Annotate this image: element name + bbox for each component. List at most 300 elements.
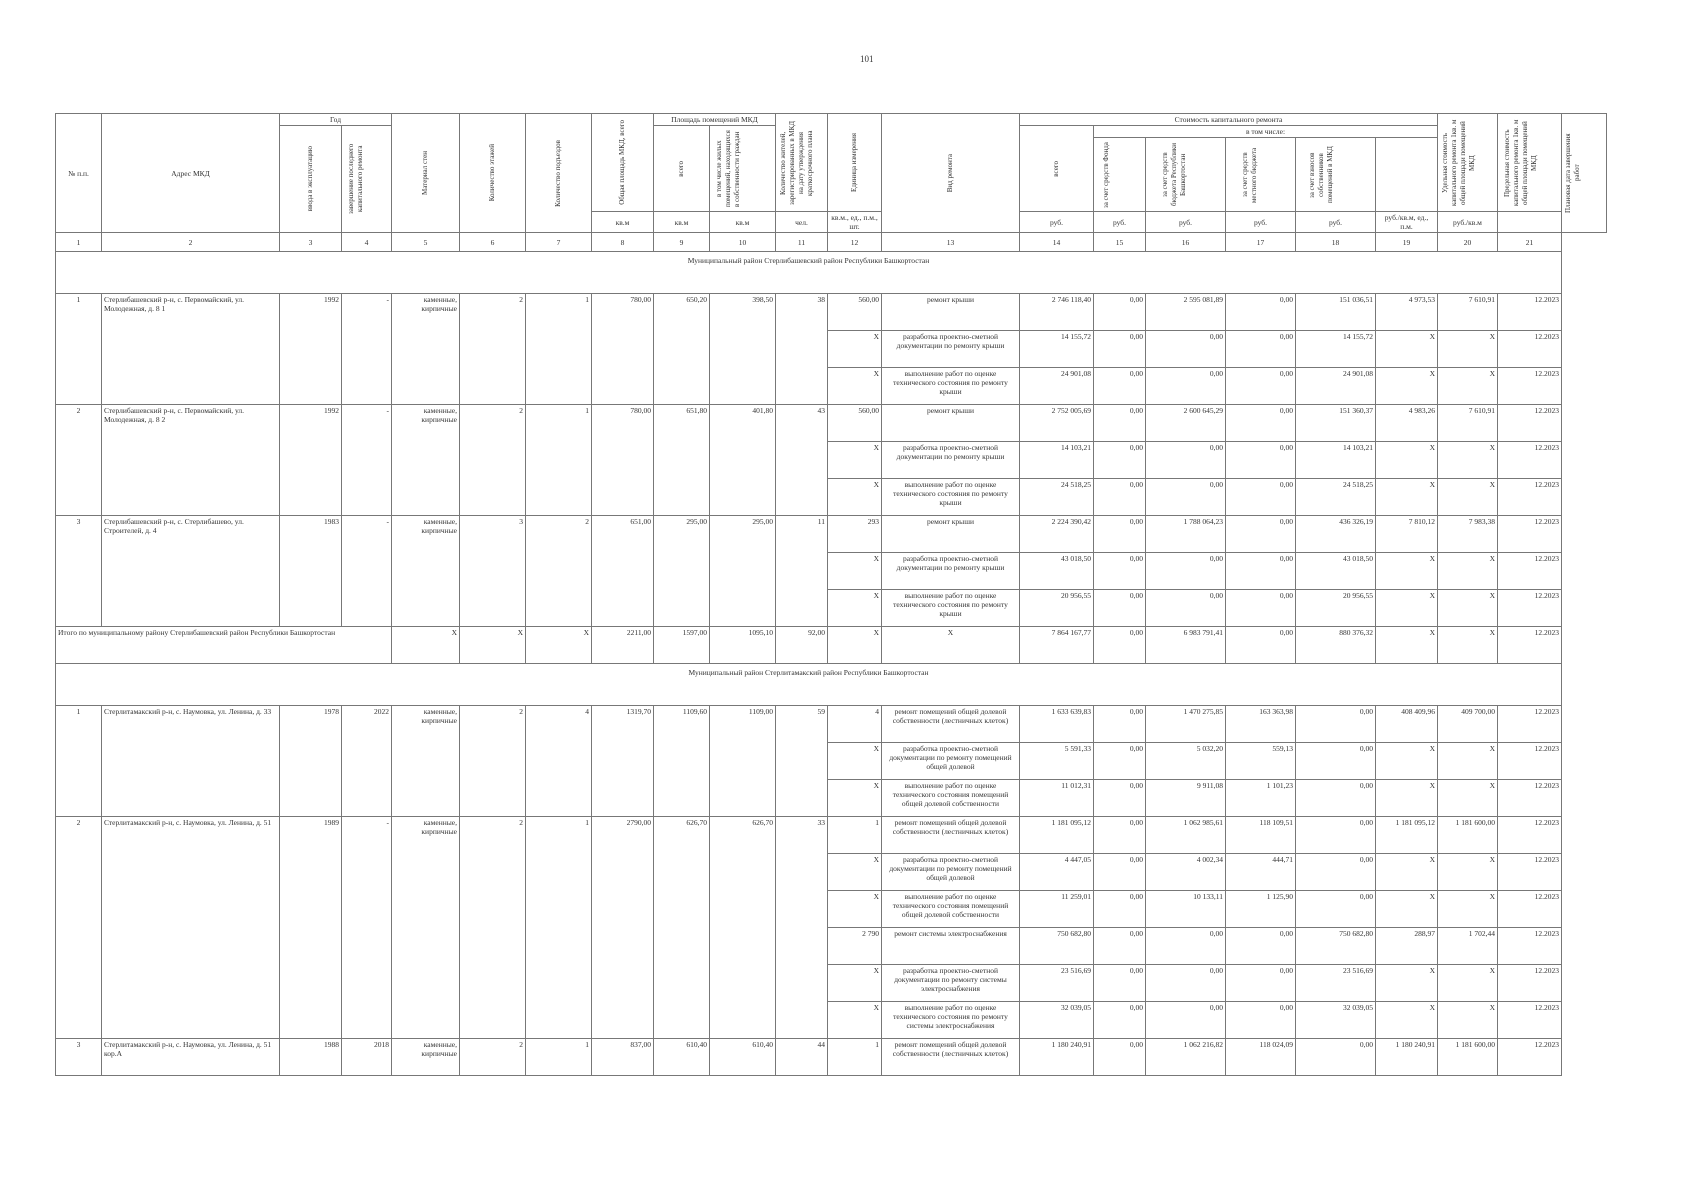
building-number: 2: [56, 405, 102, 516]
max-cost: X: [1438, 590, 1498, 627]
cost-owners: 24 901,08: [1296, 368, 1376, 405]
cost-local: 0,00: [1226, 479, 1296, 516]
cost-total: 1 633 639,83: [1020, 706, 1094, 743]
unit-cost: X: [1376, 479, 1438, 516]
residents-count: 33: [776, 817, 828, 1039]
header-cost-group: Стоимость капитального ремонта: [1020, 114, 1438, 126]
cost-republic: 0,00: [1146, 928, 1226, 965]
total-x: X: [882, 627, 1020, 664]
cost-fund: 0,00: [1094, 479, 1146, 516]
premises-total: 626,70: [654, 817, 710, 1039]
cost-local: 444,71: [1226, 854, 1296, 891]
cost-local: 0,00: [1226, 331, 1296, 368]
work-quantity: X: [828, 1002, 882, 1039]
floors-count: 2: [460, 405, 526, 516]
column-number-cell: 9: [654, 233, 710, 252]
repair-type: выполнение работ по оценке технического состояния по ремонту крыши: [882, 590, 1020, 627]
premises-total: 650,20: [654, 294, 710, 405]
premises-total: 610,40: [654, 1039, 710, 1076]
cost-local: 0,00: [1226, 405, 1296, 442]
total-x: X: [828, 627, 882, 664]
header-unit-cell: руб./кв.м, ед., п.м.: [1376, 212, 1438, 233]
work-quantity: X: [828, 368, 882, 405]
max-cost: 7 983,38: [1438, 516, 1498, 553]
cost-fund: 0,00: [1094, 854, 1146, 891]
entrances-count: 2: [526, 516, 592, 627]
unit-cost: X: [1376, 368, 1438, 405]
cost-republic: 9 911,08: [1146, 780, 1226, 817]
cost-local: 0,00: [1226, 590, 1296, 627]
repair-type: ремонт крыши: [882, 516, 1020, 553]
cost-republic: 1 062 216,82: [1146, 1039, 1226, 1076]
planned-date: 12.2023: [1498, 780, 1562, 817]
premises-total: 651,80: [654, 405, 710, 516]
planned-date: 12.2023: [1498, 965, 1562, 1002]
year-last-repair: 2018: [342, 1039, 392, 1076]
cost-total: 2 746 118,40: [1020, 294, 1094, 331]
total-label: Итого по муниципальному району Стерлибашевский район Республики Башкортостан: [56, 627, 392, 664]
column-number-cell: 18: [1296, 233, 1376, 252]
year-last-repair: 2022: [342, 706, 392, 817]
repair-type: ремонт системы электроснабжения: [882, 928, 1020, 965]
column-number-cell: 13: [882, 233, 1020, 252]
building-address: Стерлибашевский р-н, с. Стерлибашево, ул. Строителей, д. 4: [102, 516, 280, 627]
year-commission: 1989: [280, 817, 342, 1039]
cost-republic: 0,00: [1146, 442, 1226, 479]
unit-cost: X: [1376, 891, 1438, 928]
cost-total: 43 018,50: [1020, 553, 1094, 590]
cost-total: 24 518,25: [1020, 479, 1094, 516]
cost-republic: 0,00: [1146, 590, 1226, 627]
floors-count: 2: [460, 1039, 526, 1076]
wall-material: каменные, кирпичные: [392, 294, 460, 405]
max-cost: 7 610,91: [1438, 405, 1498, 442]
cost-republic: 0,00: [1146, 331, 1226, 368]
total-residents: 92,00: [776, 627, 828, 664]
planned-date: 12.2023: [1498, 817, 1562, 854]
cost-total: 2 752 005,69: [1020, 405, 1094, 442]
total-x: X: [526, 627, 592, 664]
total-x: X: [1438, 627, 1498, 664]
header-premises-owned: в том числе жилых помещений, находящихся в собственности граждан: [710, 126, 776, 212]
max-cost: X: [1438, 1002, 1498, 1039]
residents-count: 43: [776, 405, 828, 516]
header-unit-cell: руб.: [1296, 212, 1376, 233]
table-body: [56, 114, 1607, 1076]
section-title: Муниципальный район Стерлитамакский район Республики Башкортостан: [56, 664, 1562, 706]
floors-count: 3: [460, 516, 526, 627]
premises-owned: 1109,00: [710, 706, 776, 817]
year-commission: 1978: [280, 706, 342, 817]
cost-fund: 0,00: [1094, 405, 1146, 442]
cost-republic: 0,00: [1146, 368, 1226, 405]
column-number-cell: 7: [526, 233, 592, 252]
max-cost: 1 181 600,00: [1438, 1039, 1498, 1076]
year-last-repair: -: [342, 294, 392, 405]
floors-count: 2: [460, 817, 526, 1039]
column-number-cell: 14: [1020, 233, 1094, 252]
max-cost: 1 181 600,00: [1438, 817, 1498, 854]
header-year-last-repair: завершение последнего капитального ремонта: [342, 126, 392, 233]
repair-type: разработка проектно-сметной документации по ремонту крыши: [882, 442, 1020, 479]
cost-total: 20 956,55: [1020, 590, 1094, 627]
header-row-1: [56, 114, 1607, 126]
cost-fund: 0,00: [1094, 743, 1146, 780]
residents-count: 59: [776, 706, 828, 817]
cost-local: 0,00: [1226, 516, 1296, 553]
header-unit-cell: кв.м., ед., п.м., шт.: [828, 212, 882, 233]
column-number-cell: 11: [776, 233, 828, 252]
table-row: [56, 1039, 1607, 1076]
header-max-cost: Предельная стоимость капитального ремонта 1кв. м общей площади помещений МКД: [1498, 114, 1562, 212]
max-cost: 7 610,91: [1438, 294, 1498, 331]
cost-total: 14 103,21: [1020, 442, 1094, 479]
table-row: [56, 294, 1607, 331]
max-cost: X: [1438, 891, 1498, 928]
cost-fund: 0,00: [1094, 590, 1146, 627]
repair-type: разработка проектно-сметной документации по ремонту помещений общей долевой: [882, 854, 1020, 891]
planned-date: 12.2023: [1498, 891, 1562, 928]
work-quantity: X: [828, 553, 882, 590]
section-title-row: [56, 252, 1607, 294]
column-number-cell: 5: [392, 233, 460, 252]
max-cost: X: [1438, 965, 1498, 1002]
cost-fund: 0,00: [1094, 516, 1146, 553]
cost-fund: 0,00: [1094, 368, 1146, 405]
header-year-commission: ввода в эксплуатацию: [280, 126, 342, 233]
year-commission: 1992: [280, 405, 342, 516]
cost-owners: 0,00: [1296, 854, 1376, 891]
cost-republic: 10 133,11: [1146, 891, 1226, 928]
entrances-count: 1: [526, 817, 592, 1039]
header-residents: Количество жителей, зарегистрированных в МКД на дату утверждения краткосрочного плана: [776, 114, 828, 212]
cost-local: 0,00: [1226, 1002, 1296, 1039]
total-cost: 7 864 167,77: [1020, 627, 1094, 664]
cost-fund: 0,00: [1094, 1039, 1146, 1076]
repair-plan-table: [55, 113, 1607, 1076]
column-number-cell: 3: [280, 233, 342, 252]
cost-total: 24 901,08: [1020, 368, 1094, 405]
cost-fund: 0,00: [1094, 780, 1146, 817]
total-area: 837,00: [592, 1039, 654, 1076]
max-cost: 1 702,44: [1438, 928, 1498, 965]
building-address: Стерлитамакский р-н, с. Наумовка, ул. Ленина, д. 33: [102, 706, 280, 817]
cost-fund: 0,00: [1094, 553, 1146, 590]
entrances-count: 1: [526, 1039, 592, 1076]
building-address: Стерлитамакский р-н, с. Наумовка, ул. Ленина, д. 51: [102, 817, 280, 1039]
planned-date: 12.2023: [1498, 928, 1562, 965]
header-unit-cell: кв.м: [710, 212, 776, 233]
column-number-cell: 20: [1438, 233, 1498, 252]
cost-total: 14 155,72: [1020, 331, 1094, 368]
residents-count: 44: [776, 1039, 828, 1076]
cost-total: 32 039,05: [1020, 1002, 1094, 1039]
cost-owners: 750 682,80: [1296, 928, 1376, 965]
cost-republic: 0,00: [1146, 965, 1226, 1002]
year-last-repair: -: [342, 817, 392, 1039]
repair-type: ремонт помещений общей долевой собственности (лестничных клеток): [882, 817, 1020, 854]
repair-type: выполнение работ по оценке технического состояния по ремонту системы электроснабжения: [882, 1002, 1020, 1039]
total-premises-owned: 1095,10: [710, 627, 776, 664]
header-unit-cell: чел.: [776, 212, 828, 233]
unit-cost: X: [1376, 331, 1438, 368]
cost-local: 0,00: [1226, 442, 1296, 479]
max-cost: X: [1438, 780, 1498, 817]
cost-owners: 151 036,51: [1296, 294, 1376, 331]
cost-local: 559,13: [1226, 743, 1296, 780]
cost-local: 0,00: [1226, 294, 1296, 331]
header-floors: Количество этажей: [460, 114, 526, 233]
total-area: 780,00: [592, 405, 654, 516]
year-commission: 1983: [280, 516, 342, 627]
table-row: [56, 706, 1607, 743]
planned-date: 12.2023: [1498, 442, 1562, 479]
work-quantity: 293: [828, 516, 882, 553]
floors-count: 2: [460, 706, 526, 817]
cost-republic: 4 002,34: [1146, 854, 1226, 891]
cost-owners: 14 155,72: [1296, 331, 1376, 368]
header-address: Адрес МКД: [102, 114, 280, 233]
cost-republic: 2 600 645,29: [1146, 405, 1226, 442]
total-owners: 880 376,32: [1296, 627, 1376, 664]
residents-count: 11: [776, 516, 828, 627]
work-quantity: X: [828, 743, 882, 780]
unit-cost: X: [1376, 590, 1438, 627]
year-commission: 1988: [280, 1039, 342, 1076]
cost-owners: 20 956,55: [1296, 590, 1376, 627]
planned-date: 12.2023: [1498, 479, 1562, 516]
premises-owned: 401,80: [710, 405, 776, 516]
cost-owners: 24 518,25: [1296, 479, 1376, 516]
year-commission: 1992: [280, 294, 342, 405]
unit-cost: 1 180 240,91: [1376, 1039, 1438, 1076]
cost-republic: 0,00: [1146, 553, 1226, 590]
header-unit-cost: Удельная стоимость капитального ремонта 1кв. м общей площади помещений МКД: [1438, 114, 1498, 212]
total-republic: 6 983 791,41: [1146, 627, 1226, 664]
unit-cost: X: [1376, 442, 1438, 479]
entrances-count: 1: [526, 405, 592, 516]
cost-total: 11 012,31: [1020, 780, 1094, 817]
total-x: X: [392, 627, 460, 664]
unit-cost: X: [1376, 965, 1438, 1002]
section-title: Муниципальный район Стерлибашевский район Республики Башкортостан: [56, 252, 1562, 294]
work-quantity: X: [828, 891, 882, 928]
table-row: [56, 405, 1607, 442]
header-owners: за счет взносов собственников помещений в МКД: [1296, 138, 1376, 212]
header-entrances: Количество подъездов: [526, 114, 592, 233]
cost-local: 0,00: [1226, 965, 1296, 1002]
premises-total: 295,00: [654, 516, 710, 627]
cost-owners: 23 516,69: [1296, 965, 1376, 1002]
header-unit-cell: руб.: [1146, 212, 1226, 233]
cost-total: 2 224 390,42: [1020, 516, 1094, 553]
header-cost-total: всего: [1020, 126, 1094, 212]
cost-owners: 0,00: [1296, 1039, 1376, 1076]
planned-date: 12.2023: [1498, 706, 1562, 743]
cost-owners: 43 018,50: [1296, 553, 1376, 590]
cost-owners: 0,00: [1296, 780, 1376, 817]
total-area: 651,00: [592, 516, 654, 627]
entrances-count: 4: [526, 706, 592, 817]
cost-republic: 2 595 081,89: [1146, 294, 1226, 331]
cost-local: 1 125,90: [1226, 891, 1296, 928]
building-address: Стерлибашевский р-н, с. Первомайский, ул. Молодежная, д. 8 2: [102, 405, 280, 516]
residents-count: 38: [776, 294, 828, 405]
premises-owned: 398,50: [710, 294, 776, 405]
cost-total: 11 259,01: [1020, 891, 1094, 928]
building-number: 2: [56, 817, 102, 1039]
column-number-cell: 16: [1146, 233, 1226, 252]
cost-fund: 0,00: [1094, 965, 1146, 1002]
header-unit-cell: руб.: [1020, 212, 1094, 233]
repair-type: разработка проектно-сметной документации по ремонту крыши: [882, 553, 1020, 590]
entrances-count: 1: [526, 294, 592, 405]
cost-fund: 0,00: [1094, 331, 1146, 368]
total-premises: 1597,00: [654, 627, 710, 664]
table-row: [56, 817, 1607, 854]
repair-type: ремонт помещений общей долевой собственности (лестничных клеток): [882, 706, 1020, 743]
section-title-row: [56, 664, 1607, 706]
planned-date: 12.2023: [1498, 1002, 1562, 1039]
header-local: за счет средств местного бюджета: [1226, 138, 1296, 212]
cost-fund: 0,00: [1094, 817, 1146, 854]
work-quantity: 1: [828, 817, 882, 854]
work-quantity: X: [828, 331, 882, 368]
cost-owners: 436 326,19: [1296, 516, 1376, 553]
wall-material: каменные, кирпичные: [392, 817, 460, 1039]
cost-fund: 0,00: [1094, 294, 1146, 331]
work-quantity: 4: [828, 706, 882, 743]
unit-cost: 288,97: [1376, 928, 1438, 965]
cost-local: 118 024,09: [1226, 1039, 1296, 1076]
cost-total: 1 180 240,91: [1020, 1039, 1094, 1076]
total-x: X: [1376, 627, 1438, 664]
header-unit-cell: руб.: [1226, 212, 1296, 233]
planned-date: 12.2023: [1498, 405, 1562, 442]
cost-fund: 0,00: [1094, 928, 1146, 965]
unit-cost: 1 181 095,12: [1376, 817, 1438, 854]
repair-type: ремонт крыши: [882, 405, 1020, 442]
header-unit: Единица измерения: [828, 114, 882, 212]
cost-republic: 1 788 064,23: [1146, 516, 1226, 553]
building-number: 1: [56, 706, 102, 817]
cost-local: 1 101,23: [1226, 780, 1296, 817]
header-premises-group: Площадь помещений МКД: [654, 114, 776, 126]
unit-cost: X: [1376, 1002, 1438, 1039]
column-number-cell: 21: [1498, 233, 1562, 252]
planned-date: 12.2023: [1498, 1039, 1562, 1076]
column-number-cell: 1: [56, 233, 102, 252]
repair-type: разработка проектно-сметной документации по ремонту системы электроснабжения: [882, 965, 1020, 1002]
work-quantity: X: [828, 442, 882, 479]
column-number-cell: 8: [592, 233, 654, 252]
floors-count: 2: [460, 294, 526, 405]
cost-local: 118 109,51: [1226, 817, 1296, 854]
repair-type: разработка проектно-сметной документации по ремонту помещений общей долевой: [882, 743, 1020, 780]
max-cost: X: [1438, 442, 1498, 479]
unit-cost: 7 810,12: [1376, 516, 1438, 553]
cost-total: 23 516,69: [1020, 965, 1094, 1002]
work-quantity: 560,00: [828, 405, 882, 442]
total-area: 2790,00: [592, 817, 654, 1039]
header-wall-material: Материал стен: [392, 114, 460, 233]
building-number: 3: [56, 516, 102, 627]
work-quantity: X: [828, 590, 882, 627]
header-republic: за счет средств бюджета Республики Башкортостан: [1146, 138, 1226, 212]
header-unit-cell: кв.м: [654, 212, 710, 233]
premises-owned: 610,40: [710, 1039, 776, 1076]
cost-owners: 32 039,05: [1296, 1002, 1376, 1039]
cost-fund: 0,00: [1094, 442, 1146, 479]
planned-date: 12.2023: [1498, 590, 1562, 627]
cost-owners: 0,00: [1296, 743, 1376, 780]
unit-cost: X: [1376, 780, 1438, 817]
header-unit-cell: кв.м: [592, 212, 654, 233]
cost-total: 4 447,05: [1020, 854, 1094, 891]
max-cost: X: [1438, 331, 1498, 368]
max-cost: X: [1438, 479, 1498, 516]
section-total-row: [56, 627, 1607, 664]
wall-material: каменные, кирпичные: [392, 405, 460, 516]
year-last-repair: -: [342, 516, 392, 627]
cost-republic: 0,00: [1146, 479, 1226, 516]
planned-date: 12.2023: [1498, 331, 1562, 368]
work-quantity: X: [828, 854, 882, 891]
unit-cost: X: [1376, 743, 1438, 780]
repair-type: ремонт крыши: [882, 294, 1020, 331]
cost-local: 163 363,98: [1226, 706, 1296, 743]
work-quantity: 2 790: [828, 928, 882, 965]
total-area: 2211,00: [592, 627, 654, 664]
header-repair-type: Вид ремонта: [882, 114, 1020, 233]
max-cost: X: [1438, 854, 1498, 891]
unit-cost: X: [1376, 553, 1438, 590]
cost-owners: 0,00: [1296, 706, 1376, 743]
unit-cost: 408 409,96: [1376, 706, 1438, 743]
cost-owners: 0,00: [1296, 817, 1376, 854]
work-quantity: X: [828, 780, 882, 817]
building-number: 3: [56, 1039, 102, 1076]
planned-date: 12.2023: [1498, 368, 1562, 405]
cost-local: 0,00: [1226, 368, 1296, 405]
wall-material: каменные, кирпичные: [392, 516, 460, 627]
header-premises-total: всего: [654, 126, 710, 212]
planned-date: 12.2023: [1498, 743, 1562, 780]
wall-material: каменные, кирпичные: [392, 706, 460, 817]
header-including: в том числе:: [1094, 126, 1438, 138]
cost-owners: 0,00: [1296, 891, 1376, 928]
cost-fund: 0,00: [1094, 891, 1146, 928]
total-area: 780,00: [592, 294, 654, 405]
header-total-area: Общая площадь МКД, всего: [592, 114, 654, 212]
cost-fund: 0,00: [1094, 1002, 1146, 1039]
cost-total: 5 591,33: [1020, 743, 1094, 780]
planned-date: 12.2023: [1498, 553, 1562, 590]
column-number-cell: 6: [460, 233, 526, 252]
column-number-cell: 4: [342, 233, 392, 252]
cost-owners: 151 360,37: [1296, 405, 1376, 442]
premises-owned: 295,00: [710, 516, 776, 627]
wall-material: каменные, кирпичные: [392, 1039, 460, 1076]
column-number-cell: 12: [828, 233, 882, 252]
repair-type: выполнение работ по оценке технического состояния по ремонту крыши: [882, 368, 1020, 405]
max-cost: X: [1438, 743, 1498, 780]
unit-cost: 4 983,26: [1376, 405, 1438, 442]
total-x: X: [460, 627, 526, 664]
building-address: Стерлибашевский р-н, с. Первомайский, ул. Молодежная, д. 8 1: [102, 294, 280, 405]
cost-local: 0,00: [1226, 928, 1296, 965]
page-number: 101: [860, 54, 874, 64]
